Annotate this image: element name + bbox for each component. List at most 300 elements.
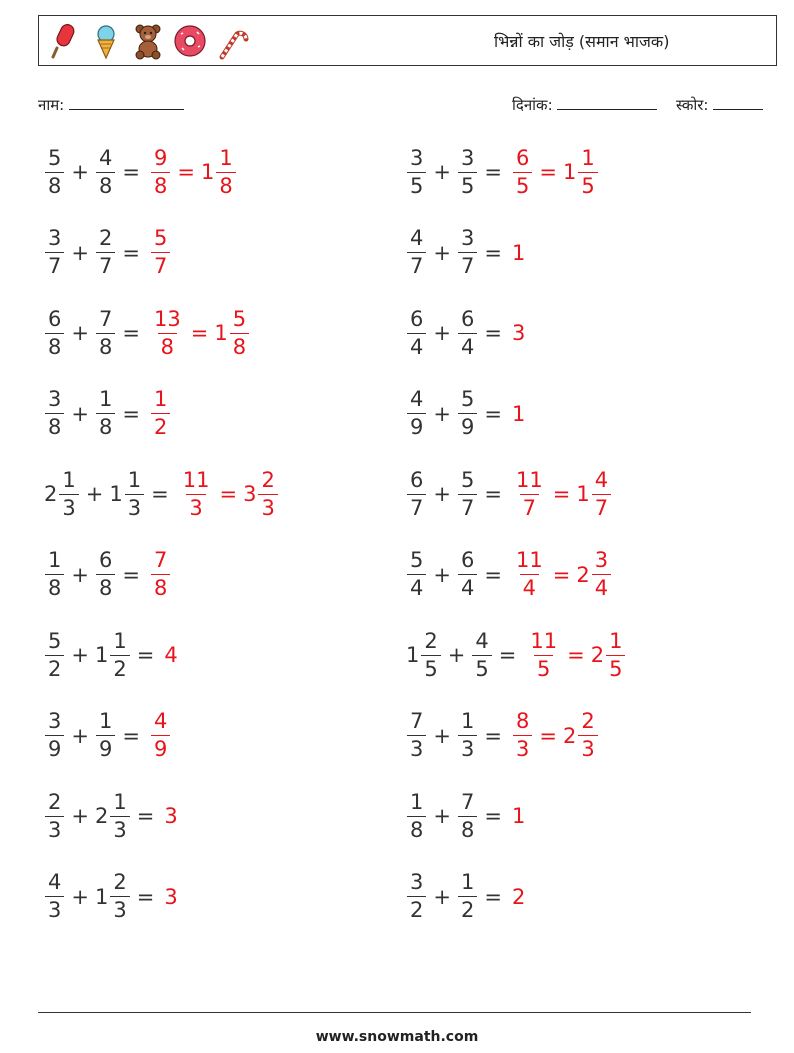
operator: +: [433, 723, 451, 748]
numerator: 6: [48, 306, 62, 331]
problem-11: [44, 542, 171, 608]
numerator: 2: [581, 709, 595, 733]
denominator: 3: [578, 735, 597, 760]
operator: =: [136, 804, 155, 828]
whole-number: 4: [164, 643, 178, 667]
footer-divider: [38, 1012, 751, 1013]
math-term: [457, 467, 478, 520]
fraction: [151, 306, 184, 359]
problem-8: [406, 381, 525, 447]
numerator: 4: [48, 870, 62, 894]
numerator: 5: [153, 226, 168, 250]
fraction: [96, 306, 115, 359]
fraction: [180, 467, 213, 520]
math-term: [150, 389, 171, 438]
numerator: 1: [581, 145, 595, 170]
math-term: [406, 389, 427, 438]
numerator: 7: [153, 548, 168, 572]
problem-1: [44, 139, 237, 205]
whole-number: 1: [511, 401, 526, 426]
fraction: [125, 467, 144, 520]
math-term: [179, 467, 214, 520]
numerator: 2: [48, 789, 62, 814]
numerator: 4: [153, 709, 168, 733]
answer: [512, 402, 525, 426]
numerator: 1: [127, 467, 142, 492]
footer-url: www.snowmath.com: [315, 1029, 479, 1045]
ice-cream-icon: [89, 22, 123, 60]
numerator: 5: [410, 548, 424, 572]
numerator: 2: [261, 467, 275, 492]
fraction: [407, 872, 426, 921]
denominator: 2: [407, 896, 426, 921]
numerator: 9: [153, 145, 168, 170]
math-term: [406, 550, 427, 599]
operator: =: [484, 723, 502, 748]
fraction: [527, 628, 560, 681]
fraction: [592, 550, 611, 599]
numerator: 3: [48, 387, 62, 411]
denominator: 3: [45, 896, 64, 921]
problem-18: [406, 783, 525, 849]
question: [44, 872, 160, 921]
numerator: 5: [460, 467, 475, 492]
answer: [512, 145, 599, 198]
operator: =: [539, 723, 557, 748]
worksheet-header: [38, 15, 777, 66]
math-term: [563, 711, 599, 760]
question: [406, 628, 522, 681]
answer: [150, 711, 171, 760]
numerator: 1: [113, 628, 127, 653]
question: [44, 550, 146, 599]
math-term: [590, 628, 627, 681]
answer: [150, 550, 171, 599]
denominator: 4: [407, 333, 426, 358]
fraction: [45, 628, 64, 681]
problem-14: [406, 622, 626, 688]
fraction: [606, 628, 625, 681]
math-term: [44, 389, 65, 438]
denominator: 7: [407, 494, 426, 519]
score-blank: [713, 95, 763, 110]
name-blank: [69, 95, 184, 110]
math-term: [94, 789, 131, 842]
denominator: 3: [186, 494, 205, 519]
numerator: 1: [460, 870, 475, 894]
operator: =: [552, 562, 571, 587]
numerator: 2: [98, 226, 113, 250]
numerator: 5: [48, 145, 62, 170]
fraction: [45, 789, 64, 842]
denominator: 9: [45, 735, 64, 760]
operator: =: [151, 482, 169, 506]
mixed-whole: 2: [590, 643, 605, 667]
fraction: [592, 467, 611, 520]
operator: +: [71, 723, 89, 748]
math-term: [94, 628, 131, 681]
fraction: [151, 228, 170, 277]
numerator: 4: [594, 467, 609, 492]
numerator: 1: [48, 548, 62, 572]
fraction: [151, 711, 170, 760]
whole-number: 3: [164, 884, 178, 909]
math-term: [562, 145, 599, 198]
fraction: [407, 711, 426, 760]
math-term: [44, 628, 65, 681]
problem-12: [406, 542, 612, 608]
operator: =: [136, 643, 155, 667]
math-term: [95, 389, 116, 438]
operator: =: [177, 160, 195, 184]
fraction: [45, 228, 64, 277]
numerator: 2: [113, 870, 127, 894]
denominator: 8: [45, 172, 64, 197]
answer: [164, 885, 177, 909]
answer: [512, 550, 612, 599]
answer: [512, 321, 525, 345]
denominator: 3: [110, 816, 129, 841]
question: [406, 789, 508, 842]
operator: +: [433, 482, 451, 506]
operator: +: [433, 884, 451, 909]
denominator: 2: [45, 655, 64, 680]
operator: =: [484, 562, 502, 587]
mixed-whole: 1: [94, 884, 109, 909]
denominator: 5: [513, 172, 532, 197]
operator: =: [498, 643, 517, 667]
operator: =: [190, 321, 209, 345]
numerator: 1: [113, 789, 127, 814]
teddy-bear-icon: [131, 22, 165, 60]
math-term: [406, 872, 427, 921]
denominator: 2: [151, 413, 170, 438]
fraction: [45, 306, 64, 359]
fraction: [96, 711, 115, 760]
denominator: 5: [534, 655, 553, 680]
math-term: [243, 467, 279, 520]
fraction: [578, 145, 597, 198]
question: [44, 228, 146, 277]
math-term: [406, 228, 427, 277]
denominator: 3: [458, 735, 477, 760]
denominator: 5: [472, 655, 491, 680]
numerator: 5: [232, 306, 247, 331]
denominator: 8: [407, 816, 426, 841]
denominator: 3: [258, 494, 277, 519]
problem-6: [406, 300, 525, 366]
fraction: [458, 550, 477, 599]
mixed-whole: 2: [562, 723, 577, 748]
denominator: 8: [96, 333, 115, 358]
denominator: 9: [458, 413, 477, 438]
denominator: 8: [96, 172, 115, 197]
operator: =: [484, 240, 502, 265]
fraction: [458, 306, 477, 359]
numerator: 8: [515, 709, 530, 733]
answer: [164, 804, 177, 828]
candy-cane-icon: [215, 22, 249, 60]
question: [44, 628, 160, 681]
whole-number: 2: [511, 884, 526, 909]
mixed-whole: 3: [243, 482, 257, 506]
fraction: [578, 711, 597, 760]
operator: =: [122, 723, 140, 748]
mixed-whole: 1: [200, 160, 215, 184]
fraction: [45, 145, 64, 198]
math-term: [44, 789, 65, 842]
operator: +: [71, 401, 89, 426]
math-term: [150, 306, 185, 359]
denominator: 3: [407, 735, 426, 760]
numerator: 3: [460, 145, 475, 170]
answer: [164, 643, 177, 667]
operator: =: [122, 562, 140, 587]
numerator: 4: [98, 145, 113, 170]
operator: =: [484, 321, 502, 345]
numerator: 11: [530, 628, 558, 653]
problem-15: [44, 703, 171, 769]
operator: +: [71, 160, 89, 184]
operator: +: [71, 321, 89, 345]
mixed-whole: 2: [94, 804, 109, 828]
operator: +: [433, 240, 451, 265]
fraction: [216, 145, 235, 198]
math-term: [95, 306, 116, 359]
fraction: [407, 467, 426, 520]
math-term: [95, 550, 116, 599]
popsicle-icon: [47, 22, 81, 60]
math-term: [44, 228, 65, 277]
numerator: 3: [410, 145, 424, 170]
fraction: [96, 389, 115, 438]
math-term: [457, 389, 478, 438]
math-term: [406, 628, 442, 681]
math-term: [95, 711, 116, 760]
numerator: 1: [62, 467, 76, 492]
denominator: 4: [592, 574, 611, 599]
denominator: 4: [520, 574, 539, 599]
operator: +: [71, 804, 89, 828]
problem-16: [406, 703, 599, 769]
operator: =: [539, 160, 557, 184]
problem-19: [44, 864, 178, 930]
mixed-whole: 1: [576, 482, 590, 506]
operator: +: [433, 804, 451, 828]
numerator: 1: [609, 628, 623, 653]
question: [406, 467, 508, 520]
math-term: [457, 306, 478, 359]
math-term: [200, 145, 237, 198]
math-term: [150, 711, 171, 760]
problem-3: [44, 220, 171, 286]
fraction: [458, 711, 477, 760]
question: [406, 228, 508, 277]
denominator: 9: [96, 735, 115, 760]
denominator: 8: [96, 413, 115, 438]
denominator: 3: [125, 494, 144, 519]
problem-2: [406, 139, 599, 205]
math-term: [95, 145, 116, 198]
denominator: 8: [230, 333, 249, 358]
numerator: 1: [410, 789, 424, 814]
math-term: [406, 306, 427, 359]
math-term: [109, 467, 145, 520]
numerator: 11: [182, 467, 210, 492]
question: [44, 306, 146, 359]
donut-icon: [173, 22, 207, 60]
problem-17: [44, 783, 178, 849]
denominator: 3: [59, 494, 78, 519]
math-term: [150, 228, 171, 277]
math-term: [406, 145, 427, 198]
denominator: 7: [458, 252, 477, 277]
fraction: [407, 228, 426, 277]
question: [406, 711, 508, 760]
math-term: [95, 872, 131, 921]
denominator: 7: [151, 252, 170, 277]
mixed-whole: 1: [94, 643, 109, 667]
fraction: [513, 550, 546, 599]
problem-9: [44, 461, 279, 527]
operator: +: [85, 482, 104, 506]
name-field: [38, 95, 184, 115]
numerator: 6: [410, 467, 424, 492]
denominator: 8: [151, 172, 170, 197]
operator: +: [433, 562, 451, 587]
fraction: [513, 711, 532, 760]
answer: [512, 241, 525, 265]
numerator: 5: [460, 387, 475, 411]
math-term: [44, 467, 80, 520]
numerator: 4: [475, 628, 489, 653]
denominator: 9: [151, 735, 170, 760]
math-term: [457, 711, 478, 760]
denominator: 7: [96, 252, 115, 277]
denominator: 8: [45, 333, 64, 358]
numerator: 6: [410, 306, 424, 331]
math-term: [150, 145, 171, 198]
problem-5: [44, 300, 250, 366]
answer: [150, 306, 250, 359]
operator: +: [447, 643, 466, 667]
numerator: 4: [410, 226, 424, 250]
mixed-whole: 1: [562, 160, 577, 184]
denominator: 8: [458, 816, 477, 841]
math-term: [406, 711, 427, 760]
numerator: 3: [48, 709, 62, 733]
answer: [150, 228, 171, 277]
denominator: 2: [458, 896, 477, 921]
fraction: [110, 872, 129, 921]
denominator: 5: [421, 655, 440, 680]
question: [44, 145, 146, 198]
numerator: 7: [410, 709, 424, 733]
operator: +: [71, 643, 89, 667]
operator: =: [122, 401, 140, 426]
denominator: 7: [592, 494, 611, 519]
operator: =: [567, 643, 585, 667]
denominator: 2: [110, 655, 129, 680]
operator: =: [484, 482, 502, 506]
numerator: 5: [48, 628, 62, 653]
denominator: 8: [45, 574, 64, 599]
fraction: [407, 145, 426, 198]
fraction: [458, 389, 477, 438]
operator: =: [484, 804, 502, 828]
mixed-whole: 2: [44, 482, 58, 506]
operator: +: [433, 160, 451, 184]
operator: =: [484, 160, 502, 184]
answer: [150, 389, 171, 438]
denominator: 5: [407, 172, 426, 197]
numerator: 1: [219, 145, 233, 170]
denominator: 8: [151, 574, 170, 599]
worksheet-title: भिन्नों का जोड़ (समान भाजक): [494, 32, 670, 51]
denominator: 8: [96, 574, 115, 599]
operator: =: [122, 240, 140, 265]
math-term: [457, 550, 478, 599]
answer: [526, 628, 626, 681]
fraction: [151, 145, 170, 198]
math-term: [95, 228, 116, 277]
numerator: 7: [460, 789, 475, 814]
header-icons: [47, 22, 249, 60]
denominator: 3: [513, 735, 532, 760]
math-term: [457, 145, 478, 198]
problem-10: [406, 461, 612, 527]
fraction: [407, 789, 426, 842]
whole-number: 1: [511, 804, 526, 828]
math-term: [526, 628, 561, 681]
question: [406, 306, 508, 359]
whole-number: 1: [511, 240, 526, 265]
operator: +: [71, 562, 89, 587]
question: [44, 789, 160, 842]
fraction: [110, 789, 129, 842]
denominator: 7: [520, 494, 539, 519]
date-blank: [557, 95, 657, 110]
problem-7: [44, 381, 171, 447]
score-label: स्कोर:: [676, 96, 709, 114]
math-term: [406, 467, 427, 520]
fraction: [458, 467, 477, 520]
math-term: [406, 789, 427, 842]
math-term: [471, 628, 492, 681]
operator: =: [484, 884, 502, 909]
fraction: [96, 228, 115, 277]
numerator: 3: [48, 226, 62, 250]
date-field: [512, 95, 657, 115]
operator: +: [71, 240, 89, 265]
question: [44, 389, 146, 438]
math-term: [44, 145, 65, 198]
denominator: 4: [407, 574, 426, 599]
fraction: [458, 145, 477, 198]
fraction: [513, 145, 532, 198]
denominator: 7: [458, 494, 477, 519]
answer: [179, 467, 279, 520]
numerator: 6: [460, 548, 475, 572]
operator: +: [71, 884, 89, 909]
fraction: [45, 550, 64, 599]
math-term: [44, 872, 65, 921]
math-term: [512, 467, 547, 520]
operator: =: [484, 401, 502, 426]
answer: [150, 145, 237, 198]
math-term: [457, 228, 478, 277]
fraction: [96, 145, 115, 198]
